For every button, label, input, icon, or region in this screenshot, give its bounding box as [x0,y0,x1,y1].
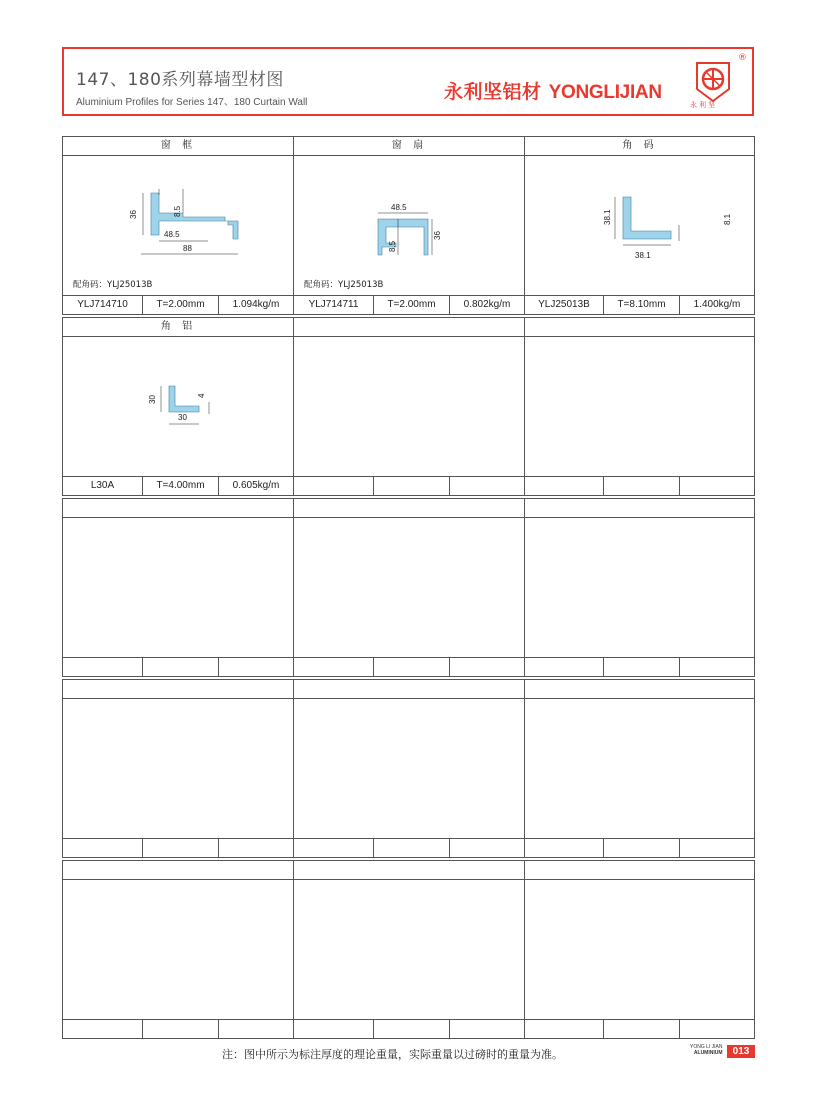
divider [603,838,604,857]
divider [63,1019,754,1020]
divider [679,657,680,676]
divider [524,318,525,495]
divider [679,476,680,495]
profile-panel-2 [62,317,755,496]
col-title-corner: 角 码 [622,140,658,151]
divider [679,838,680,857]
dim-label: 48.5 [391,203,407,212]
dim-label: 4 [197,393,206,398]
profile-weight: 1.400kg/m [693,299,741,310]
divider [142,838,143,857]
divider [293,318,294,495]
divider [293,499,294,676]
profile-weight: 0.605kg/m [232,480,280,491]
registered-mark: ® [738,53,747,63]
dim-label: 8.1 [723,213,732,225]
dim-label: 8.5 [388,240,397,252]
profile-thickness: T=2.00mm [156,299,205,310]
divider [293,861,294,1038]
divider [218,657,219,676]
dim-label: 30 [178,413,187,422]
profile-thickness: T=2.00mm [387,299,436,310]
dim-label: 38.1 [603,209,612,225]
footer-brand [690,1044,723,1056]
profile-code: YLJ25013B [538,299,590,310]
divider [524,861,525,1038]
profile-panel-4 [62,679,755,858]
page-title-en: Aluminium Profiles for Series 147、180 Curtain Wall [76,97,308,108]
divider [603,476,604,495]
profile-weight: 1.094kg/m [232,299,280,310]
divider [449,838,450,857]
divider [449,657,450,676]
profile-thickness: T=4.00mm [156,480,205,491]
panel-header-row [63,499,754,518]
divider [373,476,374,495]
divider [603,657,604,676]
divider [293,680,294,857]
footer-brand-line2: ALUMINIUM [693,1050,723,1056]
panel-header-row [63,861,754,880]
divider [373,838,374,857]
brand-name-cn: 永利坚铝材 [444,81,542,103]
divider [142,657,143,676]
profile-drawing-angle [63,336,293,476]
page-header [62,47,754,116]
profile-code: YLJ714710 [77,299,128,310]
profile-thickness: T=8.10mm [617,299,666,310]
divider [142,1019,143,1038]
profile-drawing-corner [525,155,755,295]
col-title-angle: 角 铝 [160,321,197,332]
matching-corner-note: 配角码：YLJ25013B [304,280,384,290]
profile-panel-5 [62,860,755,1039]
dim-label: 88 [183,244,192,253]
divider [218,1019,219,1038]
divider [524,499,525,676]
footer-note: 注：图中所示为标注厚度的理论重量，实际重量以过磅时的重量为准。 [222,1048,563,1061]
brand-name [444,77,662,104]
divider [373,657,374,676]
dim-label: 8.5 [173,205,182,217]
dim-label: 30 [148,395,157,404]
profile-panel-1 [62,136,755,315]
profile-code: YLJ714711 [308,299,359,310]
divider [218,838,219,857]
dim-label: 36 [129,210,138,219]
brand-name-en: YONGLIJIAN [548,82,662,103]
divider [63,838,754,839]
matching-corner-note: 配角码：YLJ25013B [73,280,153,290]
panel-header-row [63,680,754,699]
page-number: 013 [727,1045,755,1058]
divider [603,1019,604,1038]
profile-code: L30A [90,480,115,491]
page-title-cn: 147、180系列幕墙型材图 [76,70,284,90]
logo-caption: 永利坚 [690,101,717,109]
profile-panel-3 [62,498,755,677]
col-title-frame: 窗 框 [160,140,197,151]
dim-label: 36 [433,231,442,240]
divider [679,1019,680,1038]
profile-weight: 0.802kg/m [463,299,511,310]
dim-label: 38.1 [635,251,651,260]
footer-brand-line1: YONG LI JIAN [690,1044,723,1050]
dim-label: 48.5 [164,230,180,239]
divider [449,476,450,495]
divider [449,1019,450,1038]
divider [524,680,525,857]
profile-drawing-frame [63,155,293,295]
profile-drawing-sash [294,155,524,295]
divider [373,1019,374,1038]
divider [63,657,754,658]
col-title-sash: 窗 扇 [391,140,428,151]
